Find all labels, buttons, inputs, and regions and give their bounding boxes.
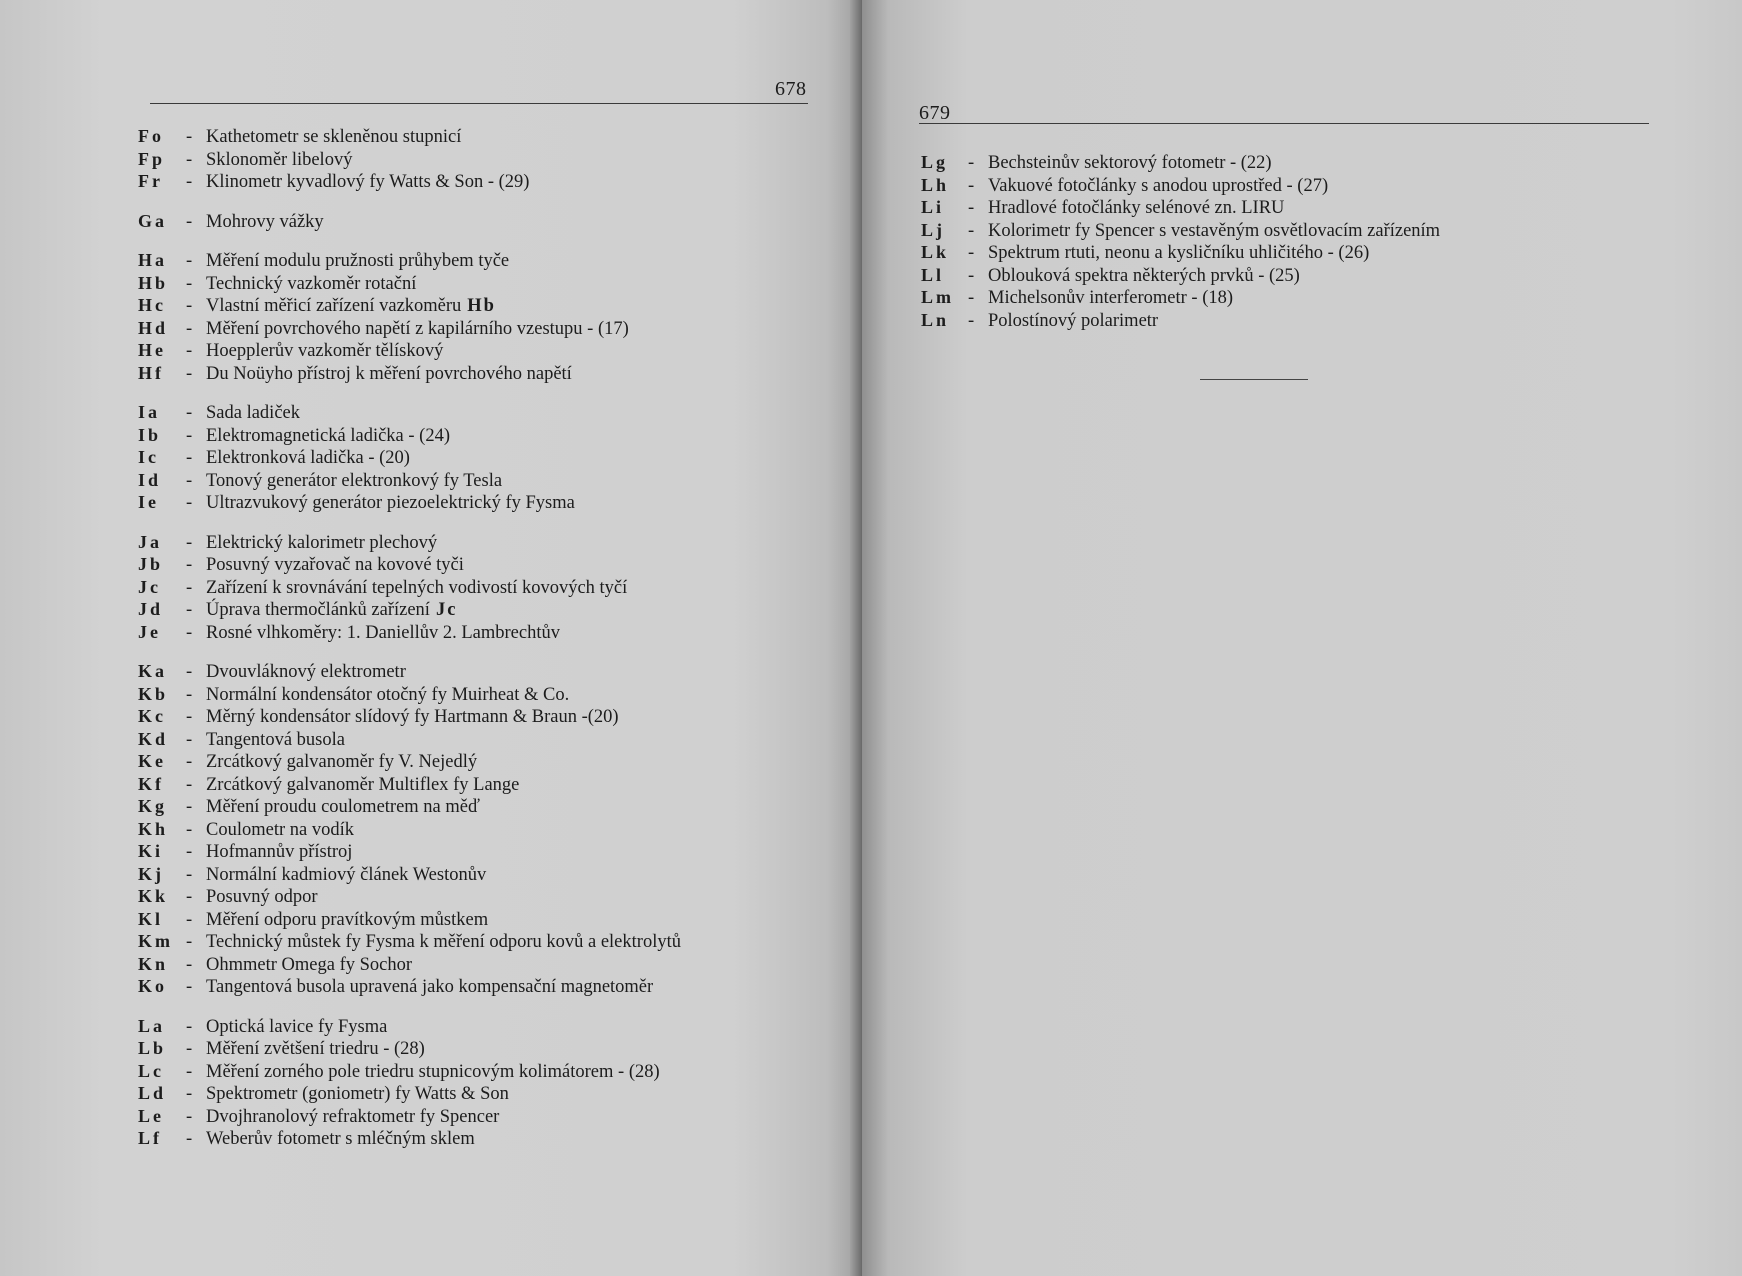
entry-code: Kb <box>138 683 169 704</box>
entry-description: Měření modulu pružnosti průhybem tyče <box>206 251 510 271</box>
entry-description: Elektrický kalorimetr plechový <box>206 532 438 553</box>
entry-code: Lc <box>138 1060 164 1081</box>
entry-description: Sklonoměr libelový <box>206 149 353 170</box>
entry-description: Měření zorného pole triedru stupnicovým kolimátorem - (28) <box>206 1061 660 1082</box>
right-page <box>862 0 1742 1276</box>
entry-description: Oblouková spektra některých prvků - (25) <box>988 265 1300 286</box>
entry-dash: - <box>186 1061 193 1082</box>
entry-description: Elektromagnetická ladička - (24) <box>206 425 450 446</box>
entry-description: Zrcátkový galvanoměr fy V. Nejedlý <box>206 752 478 772</box>
entry-code: Lg <box>921 152 949 172</box>
entry-dash: - <box>186 684 193 705</box>
entry-row <box>138 1060 681 1083</box>
entry-dash: - <box>186 127 193 147</box>
entry-code: Kg <box>138 796 168 816</box>
entry-code: Ia <box>138 402 161 422</box>
end-rule <box>1200 379 1308 380</box>
entry-dash: - <box>186 172 193 192</box>
entry-row <box>138 795 681 818</box>
entry-dash: - <box>186 296 193 316</box>
entry-row <box>138 975 681 998</box>
entry-code: Ka <box>138 661 168 681</box>
header-rule-right <box>919 123 1649 124</box>
entry-row <box>138 491 681 514</box>
entry-description: Bechsteinův sektorový fotometr - (22) <box>988 153 1272 173</box>
entry-description: Měrný kondensátor slídový fy Hartmann & Braun -(20) <box>206 707 619 727</box>
entry-group <box>138 210 681 233</box>
entry-row <box>138 210 681 233</box>
entry-dash: - <box>968 175 975 196</box>
left-entry-list <box>138 125 681 1167</box>
entry-description: Ohmmetr Omega fy Sochor <box>206 954 413 975</box>
entry-description: Tangentová busola upravená jako kompensační magnetoměr <box>206 977 654 997</box>
entry-code: Fr <box>138 171 163 191</box>
entry-description: Michelsonův interferometr - (18) <box>988 288 1234 308</box>
entry-description: Elektronková ladička - (20) <box>206 448 410 468</box>
entry-code: Kj <box>138 863 164 884</box>
entry-description: Dvojhranolový refraktometr fy Spencer <box>206 1106 500 1127</box>
entry-dash: - <box>186 403 193 423</box>
entry-dash: - <box>186 493 193 513</box>
entry-row <box>138 148 681 171</box>
entry-code: Fo <box>138 126 164 146</box>
entry-row <box>138 908 681 931</box>
entry-row <box>138 1082 681 1105</box>
entry-row <box>138 531 681 554</box>
entry-description: Du Noüyho přístroj k měření povrchového napětí <box>206 363 572 384</box>
entry-description: Vlastní měřicí zařízení vazkoměru <box>206 296 462 316</box>
entry-description: Úprava thermočlánků zařízení <box>206 600 430 620</box>
entry-code: Kk <box>138 886 169 906</box>
entry-code: Ib <box>138 424 162 445</box>
entry-code: Lj <box>921 219 945 240</box>
entry-code: Kd <box>138 728 169 749</box>
entry-description: Weberův fotometr s mléčným sklem <box>206 1129 475 1149</box>
entry-code: Kn <box>138 953 169 974</box>
entry-row <box>138 469 681 492</box>
entry-description: Normální kadmiový článek Westonův <box>206 864 487 885</box>
entry-dash: - <box>186 662 193 682</box>
entry-group <box>138 249 681 384</box>
entry-dash: - <box>186 251 193 271</box>
entry-row <box>138 424 681 447</box>
entry-code: Fp <box>138 148 166 169</box>
entry-row <box>138 840 681 863</box>
entry-row <box>921 286 1440 309</box>
entry-row <box>921 264 1440 287</box>
entry-code: Hd <box>138 317 169 338</box>
entry-row <box>138 885 681 908</box>
entry-dash: - <box>186 363 193 384</box>
entry-description: Mohrovy vážky <box>206 211 324 232</box>
entry-dash: - <box>186 273 193 294</box>
entry-group <box>921 151 1440 331</box>
entry-row <box>138 317 681 340</box>
entry-dash: - <box>186 622 193 643</box>
entry-code: Le <box>138 1105 164 1126</box>
entry-row <box>921 219 1440 242</box>
entry-reference-code: Jc <box>435 600 458 620</box>
entry-dash: - <box>186 1129 193 1149</box>
entry-dash: - <box>186 600 193 620</box>
entry-dash: - <box>968 198 975 218</box>
entry-row <box>138 1127 681 1150</box>
entry-dash: - <box>186 887 193 907</box>
entry-dash: - <box>186 752 193 772</box>
entry-dash: - <box>186 954 193 975</box>
entry-dash: - <box>186 707 193 727</box>
entry-dash: - <box>186 977 193 997</box>
entry-description: Měření odporu pravítkovým můstkem <box>206 909 489 930</box>
entry-row <box>138 170 681 193</box>
entry-code: Id <box>138 469 162 490</box>
entry-code: Jb <box>138 554 164 574</box>
entry-dash: - <box>968 288 975 308</box>
entry-dash: - <box>186 819 193 840</box>
entry-dash: - <box>186 448 193 468</box>
entry-dash: - <box>186 774 193 795</box>
entry-code: Hf <box>138 362 164 383</box>
entry-code: Ll <box>921 264 945 285</box>
entry-dash: - <box>186 842 193 862</box>
entry-code: Kc <box>138 706 166 726</box>
entry-row <box>921 241 1440 264</box>
entry-row <box>138 818 681 841</box>
entry-row <box>138 401 681 424</box>
header-rule-left <box>150 103 808 104</box>
entry-group <box>138 401 681 514</box>
entry-row <box>138 249 681 272</box>
entry-description: Technický vazkoměr rotační <box>206 273 417 294</box>
entry-row <box>921 174 1440 197</box>
entry-dash: - <box>186 577 193 598</box>
entry-code: Ha <box>138 250 168 270</box>
entry-description: Vakuové fotočlánky s anodou uprostřed - (27) <box>988 175 1329 196</box>
entry-code: Ga <box>138 210 168 231</box>
entry-dash: - <box>186 797 193 817</box>
entry-row <box>138 683 681 706</box>
entry-description: Polostínový polarimetr <box>988 310 1159 331</box>
entry-row <box>921 151 1440 174</box>
entry-row <box>138 863 681 886</box>
entry-code: He <box>138 340 166 360</box>
entry-description: Hofmannův přístroj <box>206 842 353 862</box>
entry-description: Měření povrchového napětí z kapilárního vzestupu - (17) <box>206 318 629 339</box>
entry-description: Spektrometr (goniometr) fy Watts & Son <box>206 1084 509 1104</box>
entry-dash: - <box>968 220 975 241</box>
entry-row <box>138 660 681 683</box>
entry-code: La <box>138 1015 166 1036</box>
entry-row <box>138 1105 681 1128</box>
entry-code: Ld <box>138 1083 167 1103</box>
entry-row <box>921 309 1440 332</box>
entry-description: Rosné vlhkoměry: 1. Daniellův 2. Lambrechtův <box>206 622 560 643</box>
entry-description: Hoepplerův vazkoměr tělískový <box>206 341 444 361</box>
entry-dash: - <box>186 1106 193 1127</box>
entry-description: Dvouvláknový elektrometr <box>206 662 406 682</box>
entry-description: Ultrazvukový generátor piezoelektrický fy Fysma <box>206 493 575 513</box>
entry-dash: - <box>186 729 193 750</box>
entry-description: Kathetometr se skleněnou stupnicí <box>206 127 462 147</box>
entry-dash: - <box>186 555 193 575</box>
entry-row <box>138 1015 681 1038</box>
entry-code: Ja <box>138 531 162 552</box>
entry-row <box>921 196 1440 219</box>
entry-description: Měření proudu coulometrem na měď <box>206 797 480 817</box>
entry-description: Kolorimetr fy Spencer s vestavěným osvětlovacím zařízením <box>988 220 1441 241</box>
entry-row <box>138 750 681 773</box>
entry-dash: - <box>186 1084 193 1104</box>
entry-row <box>138 1037 681 1060</box>
entry-description: Optická lavice fy Fysma <box>206 1016 388 1037</box>
entry-group <box>138 660 681 998</box>
entry-code: Lm <box>921 287 954 307</box>
entry-dash: - <box>186 425 193 446</box>
entry-code: Je <box>138 621 161 642</box>
entry-row <box>138 705 681 728</box>
entry-code: Ki <box>138 841 164 861</box>
entry-code: Lb <box>138 1038 167 1058</box>
entry-description: Hradlové fotočlánky selénové zn. LIRU <box>988 198 1285 218</box>
entry-dash: - <box>186 149 193 170</box>
entry-dash: - <box>968 265 975 286</box>
entry-row <box>138 576 681 599</box>
entry-description: Spektrum rtuti, neonu a kysličníku uhličitého - (26) <box>988 243 1370 263</box>
page-number-right: 679 <box>919 102 951 124</box>
entry-description: Tangentová busola <box>206 729 345 750</box>
entry-dash: - <box>186 211 193 232</box>
entry-dash: - <box>968 243 975 263</box>
entry-code: Hb <box>138 272 169 293</box>
entry-code: Ie <box>138 492 159 512</box>
entry-code: Lh <box>921 174 950 195</box>
page-number-left: 678 <box>775 78 807 100</box>
entry-code: Jd <box>138 599 164 619</box>
entry-code: Lf <box>138 1128 162 1148</box>
entry-row <box>138 125 681 148</box>
entry-row <box>138 294 681 317</box>
entry-code: Kl <box>138 908 164 929</box>
entry-dash: - <box>186 1016 193 1037</box>
entry-row <box>138 621 681 644</box>
entry-description: Sada ladiček <box>206 403 300 423</box>
entry-row <box>138 446 681 469</box>
entry-row <box>138 773 681 796</box>
entry-description: Měření zvětšení triedru - (28) <box>206 1039 425 1059</box>
entry-dash: - <box>186 1039 193 1059</box>
entry-reference-code: Hb <box>467 296 496 316</box>
entry-dash: - <box>186 341 193 361</box>
entry-group <box>138 125 681 193</box>
entry-code: Lk <box>921 242 950 262</box>
entry-dash: - <box>186 318 193 339</box>
entry-row <box>138 339 681 362</box>
entry-description: Technický můstek fy Fysma k měření odporu kovů a elektrolytů <box>206 932 681 952</box>
entry-row <box>138 930 681 953</box>
entry-code: Kf <box>138 773 164 794</box>
entry-dash: - <box>968 310 975 331</box>
entry-description: Klinometr kyvadlový fy Watts & Son - (29) <box>206 172 530 192</box>
entry-code: Jc <box>138 576 161 597</box>
left-page <box>0 0 862 1276</box>
entry-group <box>138 531 681 644</box>
entry-code: Ko <box>138 976 168 996</box>
entry-dash: - <box>186 932 193 952</box>
entry-dash: - <box>186 864 193 885</box>
entry-row <box>138 728 681 751</box>
entry-code: Ke <box>138 751 166 771</box>
entry-code: Kh <box>138 818 169 839</box>
entry-row <box>138 553 681 576</box>
entry-row <box>138 598 681 621</box>
entry-description: Normální kondensátor otočný fy Muirheat & Co. <box>206 684 570 705</box>
entry-dash: - <box>186 532 193 553</box>
entry-code: Ic <box>138 447 159 467</box>
entry-description: Posuvný odpor <box>206 887 318 907</box>
entry-description: Posuvný vyzařovač na kovové tyči <box>206 555 464 575</box>
entry-code: Hc <box>138 295 166 315</box>
entry-row <box>138 272 681 295</box>
entry-code: Li <box>921 197 945 217</box>
entry-code: Km <box>138 931 173 951</box>
entry-row <box>138 953 681 976</box>
entry-description: Coulometr na vodík <box>206 819 354 840</box>
entry-dash: - <box>968 153 975 173</box>
right-entry-list <box>921 151 1440 348</box>
entry-code: Ln <box>921 309 950 330</box>
entry-description: Zrcátkový galvanoměr Multiflex fy Lange <box>206 774 520 795</box>
entry-group <box>138 1015 681 1150</box>
entry-dash: - <box>186 909 193 930</box>
entry-description: Zařízení k srovnávání tepelných vodivostí kovových tyčí <box>206 577 628 598</box>
entry-description: Tonový generátor elektronkový fy Tesla <box>206 470 503 491</box>
entry-row <box>138 362 681 385</box>
entry-dash: - <box>186 470 193 491</box>
